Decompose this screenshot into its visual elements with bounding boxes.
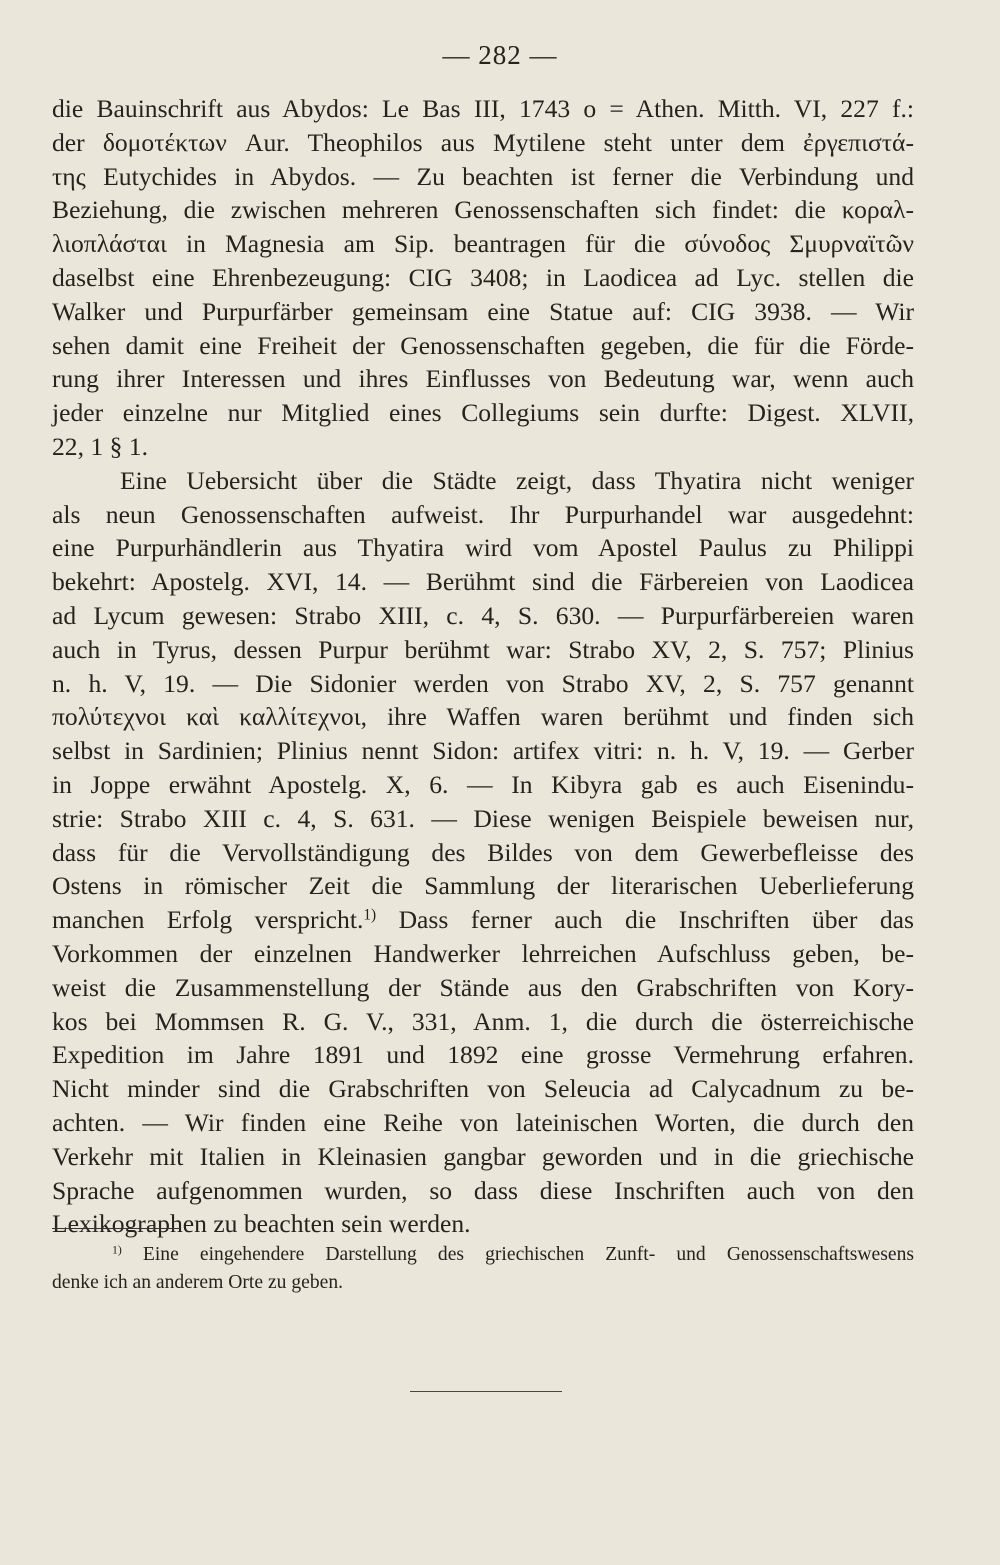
text-line: ad Lycum gewesen: Strabo XIII, c. 4, S. 630. — Purpurfärbereien waren — [52, 600, 914, 630]
text-line: selbst in Sardinien; Plinius nennt Sidon: artifex vitri: n. h. V, 19. — Gerber — [52, 736, 914, 766]
text-line: της Eutychides in Abydos. — Zu beachten ist ferner die Verbindung und — [52, 161, 914, 191]
text-line: sehen damit eine Freiheit der Genossenschaften gegeben, die für die Förde- — [52, 330, 914, 360]
text-line: bekehrt: Apostelg. XVI, 14. — Berühmt sind die Färbereien von Laodicea — [52, 567, 914, 597]
footnote-line — [52, 1241, 914, 1269]
text-line: λιοπλάσται in Magnesia am Sip. beantragen für die σύνοδος Σμυρναϊτῶν — [52, 229, 914, 259]
text-line: achten. — Wir finden eine Reihe von lateinischen Worten, die durch den — [52, 1107, 914, 1137]
text-line-with-footnote-ref — [52, 903, 914, 937]
text-line: 22, 1 § 1. — [52, 431, 148, 461]
footnote — [52, 1241, 914, 1297]
text-line: als neun Genossenschaften aufweist. Ihr Purpurhandel war ausgedehnt: — [52, 499, 914, 529]
text-line: Sprache aufgenommen wurden, so dass diese Inschriften auch von den — [52, 1175, 914, 1205]
text-line: eine Purpurhändlerin aus Thyatira wird vom Apostel Paulus zu Philippi — [52, 533, 914, 563]
text-line: dass für die Vervollständigung des Bildes von dem Gewerbefleisse des — [52, 837, 914, 867]
text-line: n. h. V, 19. — Die Sidonier werden von Strabo XV, 2, S. 757 genannt — [52, 668, 914, 698]
footnote-line: denke ich an anderem Orte zu geben. — [52, 1272, 344, 1293]
text-line: kos bei Mommsen R. G. V., 331, Anm. 1, die durch die österreichische — [52, 1006, 914, 1036]
footnote-divider — [52, 1228, 180, 1229]
text-line: der δομοτέκτων Aur. Theophilos aus Mytilene steht unter dem ἐργεπιστά- — [52, 127, 914, 157]
text-line: πολύτεχνοι καὶ καλλίτεχνοι, ihre Waffen waren berühmt und finden sich — [52, 702, 914, 732]
bottom-divider — [410, 1391, 562, 1392]
text-line: Walker und Purpurfärber gemeinsam eine Statue auf: CIG 3938. — Wir — [52, 296, 914, 326]
text-fragment: Dass ferner auch die Inschriften über das — [398, 905, 914, 935]
text-line: Ostens in römischer Zeit die Sammlung der literarischen Ueberlieferung — [52, 871, 914, 901]
text-line: die Bauinschrift aus Abydos: Le Bas III, 1743 o = Athen. Mitth. VI, 227 f.: — [52, 94, 914, 123]
text-fragment: manchen Erfolg verspricht. — [52, 905, 364, 935]
footnote-text: Eine eingehendere Darstellung des griechischen Zunft- und Genossenschaftswesens — [142, 1244, 914, 1265]
text-line: daselbst eine Ehrenbezeugung: CIG 3408; in Laodicea ad Lyc. stellen die — [52, 262, 914, 292]
text-line: Beziehung, die zwischen mehreren Genossenschaften sich findet: die κοραλ- — [52, 195, 914, 225]
text-line: Lexikographen zu beachten sein werden. — [52, 1209, 471, 1239]
text-line: weist die Zusammenstellung der Stände aus den Grabschriften von Kory- — [52, 972, 914, 1002]
text-line: Vorkommen der einzelnen Handwerker lehrreichen Aufschluss geben, be- — [52, 938, 914, 968]
text-line: jeder einzelne nur Mitglied eines Collegiums sein durfte: Digest. XLVII, — [52, 398, 914, 428]
text-line: in Joppe erwähnt Apostelg. X, 6. — In Kibyra gab es auch Eisenindu- — [52, 769, 914, 799]
text-line: Eine Uebersicht über die Städte zeigt, dass Thyatira nicht weniger — [120, 465, 914, 495]
main-text — [52, 92, 914, 1241]
text-line: strie: Strabo XIII c. 4, S. 631. — Diese wenigen Beispiele beweisen nur, — [52, 803, 914, 833]
footnote-marker: 1) — [112, 1243, 122, 1257]
footnote-reference: 1) — [363, 906, 377, 924]
text-line: Expedition im Jahre 1891 und 1892 eine grosse Vermehrung erfahren. — [52, 1040, 914, 1070]
text-line: Verkehr mit Italien in Kleinasien gangbar geworden und in die griechische — [52, 1141, 914, 1171]
text-line: auch in Tyrus, dessen Purpur berühmt war: Strabo XV, 2, S. 757; Plinius — [52, 634, 914, 664]
page-number: — 282 — — [442, 40, 558, 70]
text-line: rung ihrer Interessen und ihres Einflusses von Bedeutung war, wenn auch — [52, 364, 914, 394]
text-line: Nicht minder sind die Grabschriften von Seleucia ad Calycadnum zu be- — [52, 1074, 914, 1104]
